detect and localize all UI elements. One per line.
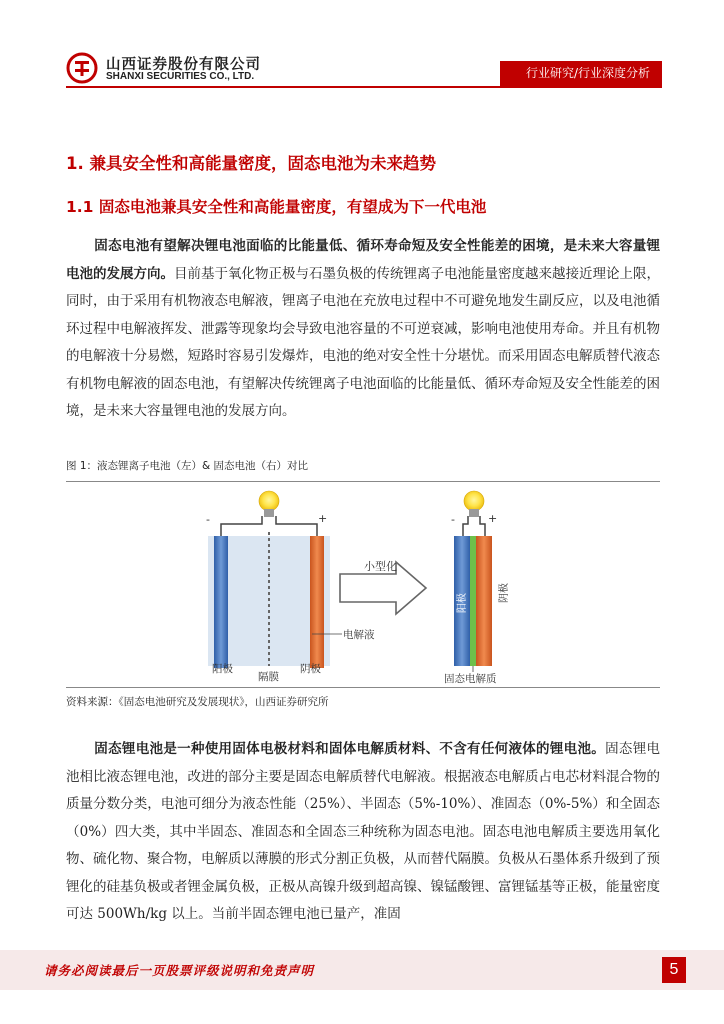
paragraph-intro-lead: 固态电池有望解决锂电池面临的比能量低、循环寿命短及安全性能差的困境，是未来大容量锂电池的发展方向。	[66, 238, 660, 282]
left-wire	[221, 516, 262, 536]
paragraph-intro-body: 目前基于氧化物正极与石墨负极的传统锂离子电池能量密度越来越接近理论上限，同时，由于采用有机物液态电解液，锂离子电池在充放电过程中不可避免地发生副反应，以及电池循环过程中电解液挥发、泄露等现象均会导致电池容量的不可逆衰减，影响电池使用寿命。并且有机物的电解液十分易燃，短路时容易引发爆炸，电池的绝对安全性十分堪忧。而采用固态电解质替代液态有机物电解液的固态电池，有望解决传统锂离子电池面临的比能量低、循环寿命短及安全性能差的困境，是未来大容量锂电池的发展方向。	[66, 265, 660, 419]
battery-comparison-diagram	[200, 488, 530, 684]
right-plus-sign: +	[488, 512, 498, 525]
anode-plate	[214, 536, 228, 668]
disclaimer-notice: 请务必阅读最后一页股票评级说明和免责声明	[44, 963, 315, 978]
right-lightbulb-icon	[464, 491, 484, 517]
subsection-heading: 1.1 固态电池兼具安全性和高能量密度，有望成为下一代电池	[66, 198, 487, 216]
left-wire-return	[276, 516, 317, 536]
left-lightbulb-icon	[259, 491, 279, 517]
paragraph-solid-state-lead: 固态锂电池是一种使用固体电极材料和固体电解质材料、不含有任何液体的锂电池。	[94, 741, 606, 757]
left-minus-sign: -	[206, 513, 210, 526]
company-name-en: SHANXI SECURITIES CO., LTD.	[106, 71, 255, 82]
section-heading: 1. 兼具安全性和高能量密度，固态电池为未来趋势	[66, 154, 436, 173]
miniaturize-label: 小型化	[364, 560, 397, 573]
right-cathode-label: 阴极	[499, 583, 510, 603]
separator-label: 隔膜	[258, 671, 279, 683]
left-plus-sign: +	[318, 512, 328, 525]
figure-source: 资料来源：《固态电池研究及发展现状》，山西证券研究所	[66, 696, 329, 708]
electrolyte-label: 电解液	[343, 629, 375, 641]
report-category-tab: 行业研究/行业深度分析	[500, 61, 662, 86]
left-cathode-label: 阴极	[300, 663, 321, 675]
page-number: 5	[662, 957, 686, 983]
solid-electrolyte-layer	[470, 536, 476, 666]
right-wire	[463, 516, 468, 536]
cathode-plate	[310, 536, 324, 668]
solid-cathode-plate	[476, 536, 492, 666]
paragraph-solid-state	[66, 736, 660, 929]
paragraph-solid-state-body: 固态锂电池相比液态锂电池，改进的部分主要是固态电解质替代电解液。根据液态电解质占电芯材料混合物的质量分数分类，电池可细分为液态性能（25%）、半固态（5%-10%）、准固态（0%-5%）和全固态（0%）四大类，其中半固态、准固态和全固态三种统称为固态电池。固态电池电解质主要选用氧化物、硫化物、聚合物，电解质以薄膜的形式分割正负极，从而替代隔膜。负极从石墨体系升级到了预锂化的硅基负极或者锂金属负极，正极从高镍升级到超高镍、镍锰酸锂、富锂锰基等正极，能量密度可达 500Wh/kg 以上。当前半固态锂电池已量产，准固	[66, 741, 661, 922]
figure-top-rule	[66, 481, 660, 482]
company-logo-icon	[66, 52, 98, 84]
paragraph-intro	[66, 233, 660, 426]
figure-caption: 图 1：液态锂离子电池（左）& 固态电池（右）对比	[66, 460, 309, 472]
right-anode-label: 阳极	[457, 593, 468, 613]
company-name-cn: 山西证券股份有限公司	[106, 57, 261, 73]
figure-bottom-rule	[66, 687, 660, 688]
solid-electrolyte-label: 固态电解质	[444, 673, 497, 684]
header-divider	[66, 86, 662, 88]
right-minus-sign: -	[451, 513, 455, 526]
left-anode-label: 阳极	[212, 663, 233, 675]
right-wire-return	[480, 516, 485, 536]
